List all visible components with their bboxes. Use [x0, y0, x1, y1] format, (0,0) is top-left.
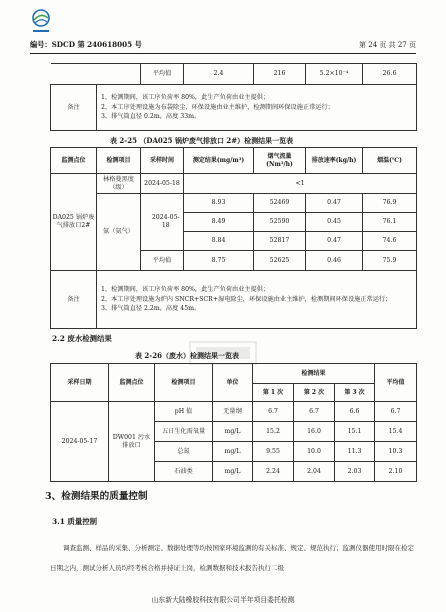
page-footer: 山东新大陆橡胶科技有限公司半年项目委托检测	[151, 596, 295, 604]
test-item: 石油类	[155, 462, 213, 482]
column-header: 第 1 次	[253, 384, 294, 402]
avg-value: 26.6	[363, 64, 417, 85]
note-label: 备注	[51, 85, 97, 131]
sampling-date: 2024-05-17	[51, 402, 109, 482]
result-value: 10.0	[294, 442, 335, 462]
note-label: 备注	[51, 271, 97, 329]
rate-value: 0.45	[306, 213, 363, 232]
avg-value: 8.75	[184, 251, 254, 271]
unit: 无量纲	[213, 402, 253, 422]
avg-value: 6.7	[375, 402, 417, 422]
avg-label: 平均值	[141, 64, 184, 85]
unit: mg/L	[213, 442, 253, 462]
sampling-date: 2024-05-18	[149, 194, 184, 251]
avg-value: 0.46	[306, 251, 363, 271]
column-header: 平均值	[375, 364, 417, 402]
result-value: <1	[184, 174, 417, 194]
rate-value: 0.47	[306, 232, 363, 251]
flow-value: 52590	[254, 213, 306, 232]
column-header: 监测点位	[109, 364, 155, 402]
column-header: 第 3 次	[335, 384, 375, 402]
test-item: 五日生化需氧量	[155, 422, 213, 442]
column-header: 检测项目	[155, 364, 213, 402]
note-text: 1、检测期间，该工序负荷率 80%，此生产负荷由业主提供； 2、本工序处理设施为布袋除尘，环保设施由业主维护，检测期间环保设施正常运行； 3、排气筒直径 0.2m，高度 33m。	[97, 85, 417, 131]
column-header: 监测点位	[51, 148, 97, 174]
column-header: 烟气流量(Nm³/h)	[254, 148, 306, 174]
section-heading: 3、检测结果的质量控制	[45, 491, 148, 502]
page-header	[30, 40, 416, 54]
result-value: 16.0	[294, 422, 335, 442]
monitoring-point: DW001 污水排放口	[109, 402, 155, 482]
column-header: 烟温(℃)	[363, 148, 417, 174]
rate-value: 0.47	[306, 194, 363, 213]
column-header: 检测项目	[97, 148, 141, 174]
result-value: 2.24	[253, 462, 294, 482]
result-value: 8.93	[184, 194, 254, 213]
avg-value: 2.4	[184, 64, 254, 85]
report-number: 编号：SDCD 第 240618005 号	[30, 40, 142, 49]
note-text: 1、检测期间，该工序负荷率 80%，此生产负荷由业主提供； 2、本工序处理设施为炉内 SNCR+SCR+湿电除尘，环保设施由业主维护，检测期间环保设施正常运行； 3、排气筒直径 2.2m，高度 45m。	[97, 271, 417, 329]
avg-value: 216	[254, 64, 306, 85]
test-item: 林格曼黑度（级）	[97, 174, 141, 194]
company-logo-icon	[30, 8, 52, 36]
result-value: 6.7	[253, 402, 294, 422]
temp-value: 76.1	[363, 213, 417, 232]
temp-value: 74.6	[363, 232, 417, 251]
result-value: 15.2	[253, 422, 294, 442]
exhaust-results-table	[50, 147, 417, 329]
table-row	[51, 402, 417, 422]
temp-value: 76.9	[363, 194, 417, 213]
avg-value: 2.10	[375, 462, 417, 482]
result-value: 2.04	[294, 462, 335, 482]
page-number: 第 24 页 共 27 页	[359, 41, 416, 49]
result-value: 2.03	[335, 462, 375, 482]
test-item: 总氮	[155, 442, 213, 462]
avg-value: 75.9	[363, 251, 417, 271]
subsection-heading: 3.1 质量控制	[52, 517, 97, 526]
table-caption: 表 2-26（废水）检测结果一览表	[135, 351, 239, 360]
column-header: 采样日期	[51, 364, 109, 402]
avg-value: 15.4	[375, 422, 417, 442]
sampling-date: 2024-05-18	[141, 174, 184, 194]
body-paragraph: 调查监测、样品的采集、分析测定、数据处理等均按国家环境监测的有关标准、规定、规范执行；监测仪器使用时限在检定日期之内，测试分析人员均经考核合格并持证上岗，检测数据和技术报告执行二级	[50, 544, 414, 572]
test-item: 氨（氨气）	[97, 194, 141, 271]
column-header: 排放速率(kg/h)	[306, 148, 363, 174]
result-value: 8.49	[184, 213, 254, 232]
result-value: 11.3	[335, 442, 375, 462]
result-value: 6.6	[335, 402, 375, 422]
column-header: 单位	[213, 364, 253, 402]
column-header: 第 2 次	[294, 384, 335, 402]
avg-label: 平均值	[141, 251, 184, 271]
table-continuation	[50, 63, 417, 131]
flow-value: 52469	[254, 194, 306, 213]
test-item: pH 值	[155, 402, 213, 422]
column-header: 检测结果	[253, 364, 375, 384]
unit: mg/L	[213, 462, 253, 482]
flow-value: 52817	[254, 232, 306, 251]
result-value: 15.1	[335, 422, 375, 442]
avg-value: 5.2×10⁻⁴	[306, 64, 363, 85]
avg-value: 52625	[254, 251, 306, 271]
result-value: 6.7	[294, 402, 335, 422]
table-caption: 表 2-25 （DA025 锅炉废气排放口 2#）检测结果一览表	[110, 136, 294, 145]
column-header: 采样时间	[141, 148, 184, 174]
monitoring-point: DA025 锅炉废气排放口2#	[51, 174, 97, 271]
table-row	[51, 194, 417, 213]
result-value: 9.55	[253, 442, 294, 462]
unit: mg/L	[213, 422, 253, 442]
wastewater-results-table	[50, 363, 417, 482]
result-value: 8.84	[184, 232, 254, 251]
section-heading: 2.2 废水检测结果	[52, 334, 112, 343]
column-header: 测定结果(mg/m³)	[184, 148, 254, 174]
avg-value: 10.3	[375, 442, 417, 462]
